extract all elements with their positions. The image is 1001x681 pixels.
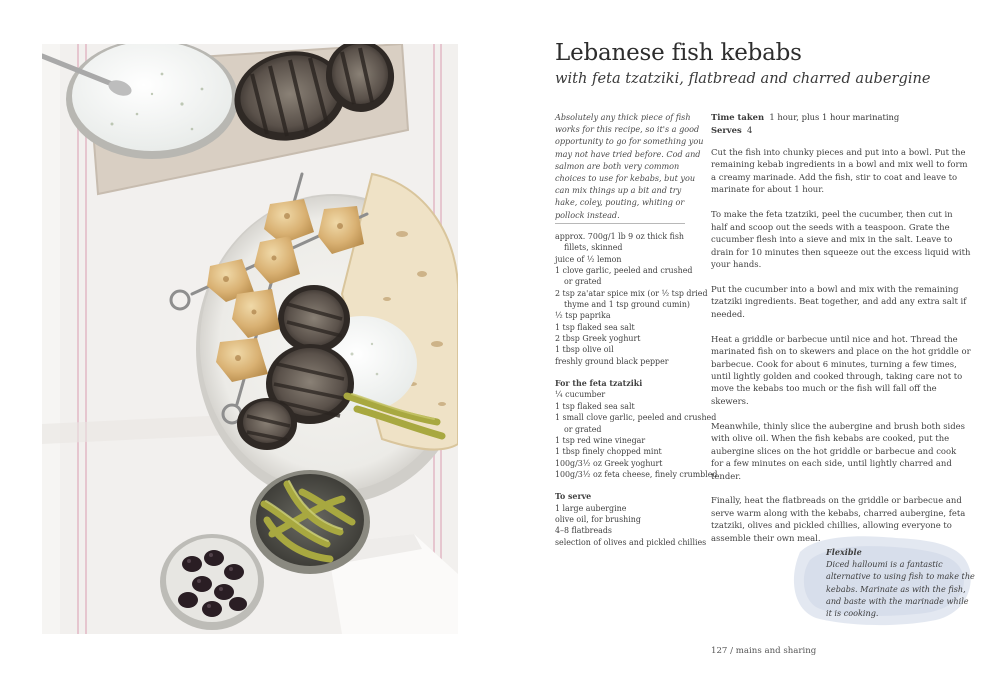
divider: [555, 223, 685, 224]
method-step: To make the feta tzatziki, peel the cucumber, then cut in half and scoop out the seeds with a teaspoon. Grate the cucumber flesh into a sieve and mix in the salt. Leave to drain for 10 minutes then squeeze out the excess liquid with your hands.: [711, 209, 971, 270]
serves-label: Serves: [711, 124, 742, 135]
ingredient-item: or grated: [564, 277, 602, 287]
recipe-meta: [711, 111, 899, 136]
ingredient-item: 1 small clove garlic, peeled and crushed: [555, 413, 717, 423]
time-taken: [711, 111, 899, 124]
method-step: Finally, heat the flatbreads on the griddle or barbecue and serve warm along with the kebabs, charred aubergine, feta tzatziki, olives and pickled chillies, allowing everyone to assemble their own meal.: [711, 495, 966, 543]
flexible-tip: [826, 546, 976, 619]
ingredient-item: ½ tsp paprika: [555, 311, 611, 321]
ingredient-item: 1 tbsp olive oil: [555, 345, 614, 355]
ingredient-item: ¼ cucumber: [555, 390, 606, 400]
serve-heading: To serve: [555, 492, 592, 502]
tzatziki-heading: For the feta tzatziki: [555, 379, 643, 389]
recipe-subtitle: with feta tzatziki, flatbread and charred aubergine: [555, 70, 931, 87]
ingredient-item: 1 tsp flaked sea salt: [555, 322, 635, 332]
ingredient-item: 100g/3½ oz feta cheese, finely crumbled: [555, 469, 718, 479]
flexible-body: Diced halloumi is a fantastic alternative to using fish to make the kebabs. Marinate as with the fish, and baste with the marinade while it is cooking.: [826, 559, 975, 619]
method-step: Put the cucumber into a bowl and mix with the remaining tzatziki ingredients. Beat together, and add any extra salt if needed.: [711, 283, 967, 319]
page-folio: 127 / mains and sharing: [711, 646, 817, 656]
ingredient-item: 1 tbsp finely chopped mint: [555, 447, 662, 457]
ingredients-list: [555, 231, 718, 548]
ingredient-item: selection of olives and pickled chillies: [555, 537, 707, 547]
ingredient-item: 1 tsp flaked sea salt: [555, 401, 635, 411]
method-step: Meanwhile, thinly slice the aubergine and brush both sides with olive oil. When the fish kebabs are cooked, put the aubergine slices on the hot griddle or barbecue and cook for a few minutes on each side, until lightly charred and tender.: [711, 420, 965, 481]
ingredient-item: 1 clove garlic, peeled and crushed: [555, 266, 693, 276]
serves-value: 4: [747, 124, 753, 135]
method-step: Cut the fish into chunky pieces and put into a bowl. Put the remaining kebab ingredients in a bowl and mix well to form a creamy marinade. Add the fish, stir to coat and leave to marinate for about 1 hour.: [711, 147, 968, 195]
ingredient-item: 1 tsp red wine vinegar: [555, 435, 646, 445]
recipe-intro: Absolutely any thick piece of fish works for this recipe, so it's a good opportunity to go for something you may not have tried before. Cod and salmon are both very common choices to use for kebabs, but you can mix things up a bit and try hake, coley, pouting, whiting or pollock instead.: [555, 112, 704, 220]
time-value: 1 hour, plus 1 hour marinating: [769, 112, 900, 122]
ingredient-item: 2 tsp za'atar spice mix (or ½ tsp dried: [555, 288, 708, 298]
ingredient-item: approx. 700g/1 lb 9 oz thick fish: [555, 232, 685, 241]
time-label: Time taken: [711, 112, 765, 122]
ingredient-item: olive oil, for brushing: [555, 514, 641, 524]
ingredient-item: freshly ground black pepper: [555, 356, 669, 366]
food-photo: [42, 44, 458, 634]
ingredient-item: or grated: [564, 424, 602, 434]
recipe-title: Lebanese fish kebabs: [555, 40, 802, 66]
ingredient-item: 100g/3½ oz Greek yoghurt: [555, 458, 663, 468]
ingredient-item: fillets, skinned: [564, 243, 623, 253]
ingredient-item: 2 tbsp Greek yoghurt: [555, 334, 641, 344]
ingredient-item: 1 large aubergine: [555, 503, 627, 513]
flexible-heading: Flexible: [826, 547, 862, 557]
method-step: Heat a griddle or barbecue until nice and hot. Thread the marinated fish on to skewers and place on the hot griddle or barbecue. Cook for about 6 minutes, turning a few times, until lightly golden and cooked through, taking care not to move the kebabs too much or the fish will fall off the skewers.: [711, 333, 971, 406]
ingredient-item: thyme and 1 tsp ground cumin): [564, 300, 690, 310]
method-steps: [711, 146, 971, 557]
ingredient-item: juice of ½ lemon: [555, 254, 622, 264]
ingredient-item: 4–8 flatbreads: [555, 526, 612, 536]
serves: [711, 124, 899, 137]
